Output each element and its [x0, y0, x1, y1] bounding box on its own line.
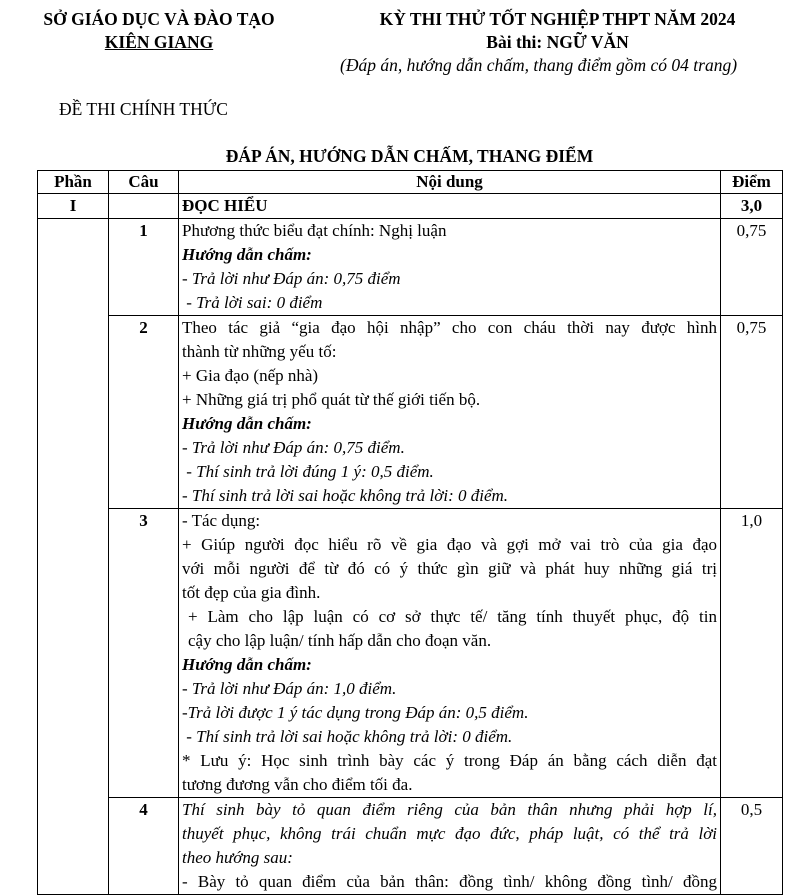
province-name-text: KIÊN GIANG [104, 32, 214, 52]
answer-content [179, 219, 721, 316]
document-title: ĐÁP ÁN, HƯỚNG DẪN CHẤM, THANG ĐIỂM [225, 146, 594, 166]
province-name [18, 31, 300, 53]
answer-line: + Giúp người đọc hiểu rõ về gia đạo và gợi mở vai trò của gia đạo [182, 535, 717, 554]
grading-line: - Thí sinh trả lời sai hoặc không trả lời: 0 điểm. [182, 727, 513, 746]
answer-line: + Những giá trị phổ quát từ thế giới tiến bộ. [182, 390, 481, 409]
answer-line: + Gia đạo (nếp nhà) [182, 366, 319, 385]
grading-guide-heading: Hướng dẫn chấm: [182, 414, 312, 433]
department-name: SỞ GIÁO DỤC VÀ ĐÀO TẠO [43, 9, 275, 29]
grading-line: - Trả lời như Đáp án: 0,75 điểm [182, 269, 401, 288]
answer-line: tốt đẹp của gia đình. [182, 583, 321, 602]
answer-line: cậy cho lập luận/ tính hấp dẫn cho đoạn văn. [188, 631, 492, 650]
table-row [38, 798, 783, 895]
note-line: * Lưu ý: Học sinh trình bày các ý trong Đáp án bằng cách diễn đạt [182, 751, 717, 770]
question-number: 4 [109, 798, 179, 895]
answer-content [179, 509, 721, 798]
answer-table [37, 170, 783, 895]
question-number: 2 [109, 316, 179, 509]
grading-line: -Trả lời được 1 ý tác dụng trong Đáp án: 0,5 điểm. [182, 703, 529, 722]
section-score: 3,0 [721, 194, 783, 219]
section-row [38, 194, 783, 219]
question-score: 1,0 [721, 509, 783, 798]
answer-line: thuyết phục, không trái chuẩn mực đạo đức, pháp luật, có thể trả lời [182, 824, 717, 843]
table-header-row [38, 171, 783, 194]
header-score: Điểm [721, 171, 783, 194]
answer-line: với mỗi người để từ đó có ý thức gìn giữ và phát huy những giá trị [182, 559, 717, 578]
question-score: 0,5 [721, 798, 783, 895]
question-score: 0,75 [721, 316, 783, 509]
section-part: I [38, 194, 109, 219]
grading-line: - Trả lời như Đáp án: 1,0 điểm. [182, 679, 397, 698]
exam-subject: Bài thi: NGỮ VĂN [486, 32, 629, 52]
part-empty-cell [38, 219, 109, 895]
grading-line: - Thí sinh trả lời sai hoặc không trả lời: 0 điểm. [182, 486, 509, 505]
answer-line: theo hướng sau: [182, 848, 293, 867]
header-content: Nội dung [179, 171, 721, 194]
answer-line: thành từ những yếu tố: [182, 342, 337, 361]
answer-line: Phương thức biểu đạt chính: Nghị luận [182, 221, 447, 240]
table-row [38, 316, 783, 509]
header-part: Phần [38, 171, 109, 194]
grading-guide-heading: Hướng dẫn chấm: [182, 655, 312, 674]
exam-note: (Đáp án, hướng dẫn chấm, thang điểm gồm có 04 trang) [340, 55, 738, 75]
note-line: tương đương vẫn cho điểm tối đa. [182, 775, 413, 794]
answer-line: - Bày tỏ quan điểm của bản thân: đồng tình/ không đồng tình/ đồng [182, 872, 717, 891]
answer-line: + Làm cho lập luận có cơ sở thực tế/ tăng tính thuyết phục, độ tin [188, 607, 717, 626]
answer-line: Theo tác giả “gia đạo hội nhập” cho con cháu thời nay được hình [182, 318, 717, 337]
answer-line: Thí sinh bày tỏ quan điểm riêng của bản thân nhưng phải hợp lí, [182, 800, 717, 819]
answer-content [179, 798, 721, 895]
answer-content [179, 316, 721, 509]
grading-line: - Thí sinh trả lời đúng 1 ý: 0,5 điểm. [182, 462, 434, 481]
section-empty [109, 194, 179, 219]
grading-line: - Trả lời sai: 0 điểm [182, 293, 323, 312]
table-row [38, 219, 783, 316]
answer-line: - Tác dụng: [182, 511, 261, 530]
section-title: ĐỌC HIỂU [179, 194, 721, 219]
question-number: 1 [109, 219, 179, 316]
exam-title: KỲ THI THỬ TỐT NGHIỆP THPT NĂM 2024 [379, 9, 736, 29]
grading-line: - Trả lời như Đáp án: 0,75 điểm. [182, 438, 405, 457]
official-label: ĐỀ THI CHÍNH THỨC [59, 99, 228, 119]
table-row [38, 509, 783, 798]
question-score: 0,75 [721, 219, 783, 316]
question-number: 3 [109, 509, 179, 798]
grading-guide-heading: Hướng dẫn chấm: [182, 245, 312, 264]
header-question: Câu [109, 171, 179, 194]
